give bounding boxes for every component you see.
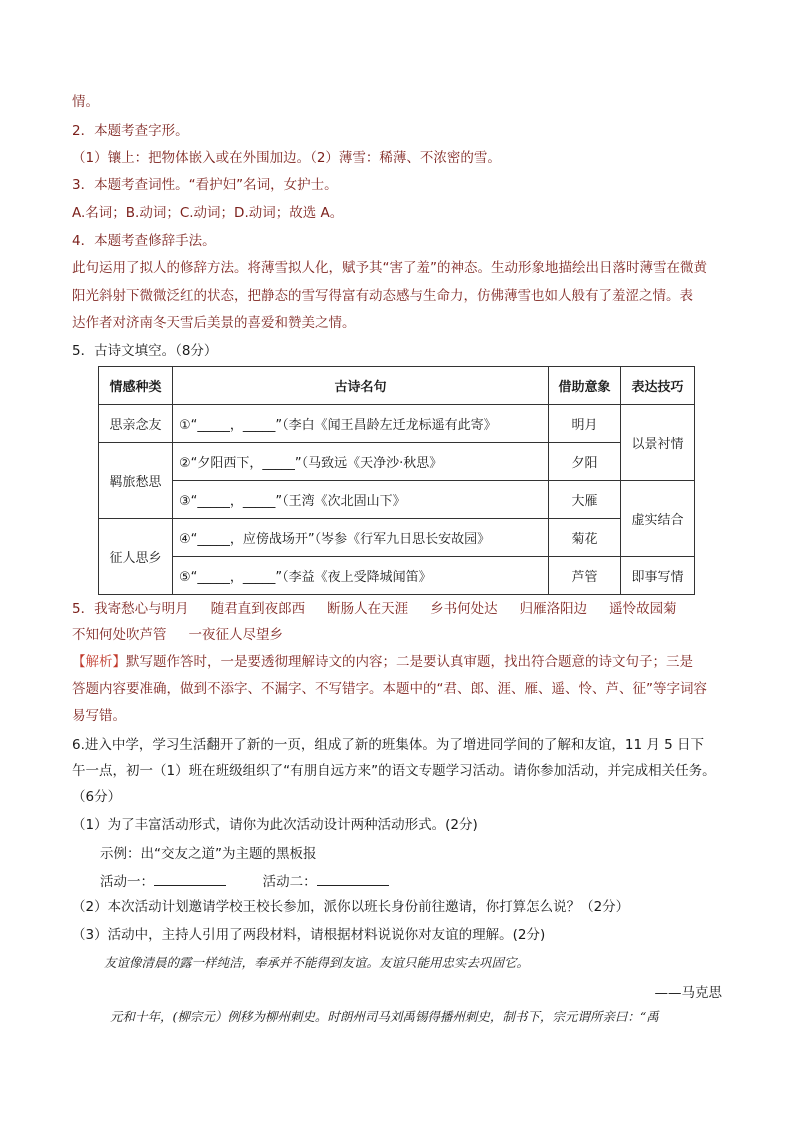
quote-author: ——马克思 [654,985,722,1001]
table-row [99,519,695,557]
analysis-line: 答题内容要准确，做到不添字、不漏字、不写错字。本题中的“君、郎、涯、雁、遥、怜、芦、征”等字词容 [72,681,707,697]
question-text: 午一点，初一（1）班在班级组织了“有朋自远方来”的语文专题学习活动。请你参加活动，并完成相关任务。 [72,763,716,779]
analysis-line: 易写错。 [72,708,126,724]
sub-question: （2）本次活动计划邀请学校王校长参加，派你以班长身份前往邀请，你打算怎么说？（2分） [72,899,630,915]
table-row [99,405,695,443]
answer-item: 断肠人在天涯 [327,601,409,617]
text-line: 情。 [72,94,99,110]
analysis-tag: 【解析】 [72,654,126,670]
answer-item: 归雁洛阳边 [519,601,588,617]
table-header: 借助意象 [549,367,621,405]
example-text: 示例：出“交友之道”为主题的黑板报 [100,846,317,862]
text-line: 4．本题考查修辞手法。 [72,233,216,249]
activity-two-blank[interactable] [317,871,389,886]
sub-question: （1）为了丰富活动形式，请你为此次活动设计两种活动形式。(2分) [72,817,478,833]
quote-text: 元和十年，(柳宗元）例移为柳州刺史。时朗州司马刘禹锡得播州刺史，制书下，宗元谓所亲曰：“禹 [110,1009,659,1024]
answer-item: 不知何处吹芦管 [72,627,167,643]
activity-label: 活动一： [100,874,154,890]
question-text: 6.进入中学，学习生活翻开了新的一页，组成了新的班集体。为了增进同学间的了解和友谊，11 月 5 日下 [72,737,705,753]
category-cell: 思亲念友 [99,405,173,443]
answer-item: 随君直到夜郎西 [210,601,306,617]
answer-item: 遥怜故园菊 [609,601,677,617]
verse-cell: ③“_____，_____”（王湾《次北固山下》 [173,481,549,519]
answer-item: 一夜征人尽望乡 [188,627,283,643]
category-cell: 征人思乡 [99,519,173,595]
table-row [99,443,695,481]
technique-cell: 以景衬情 [621,405,695,481]
verse-cell: ①“_____，_____”（李白《闻王昌龄左迁龙标遥有此寄》 [173,405,549,443]
image-cell: 明月 [549,405,621,443]
activity-line [100,871,389,892]
quote-text: 友谊像清晨的露一样纯洁，奉承并不能得到友谊。友谊只能用忠实去巩固它。 [104,955,530,970]
category-cell: 羁旅愁思 [99,443,173,519]
verse-cell: ④“_____，应傍战场开”（岑参《行军九日思长安故园》 [173,519,549,557]
activity-one-blank[interactable] [154,871,226,886]
table-row [99,557,695,595]
table-header: 表达技巧 [621,367,695,405]
answer-line [72,596,699,622]
answer-block [72,596,699,648]
text-line: （1）镶上：把物体嵌入或在外围加边。（2）薄雪：稀薄、不浓密的雪。 [72,150,501,166]
text-line: 阳光斜射下微微泛红的状态，把静态的雪写得富有动态感与生命力，仿佛薄雪也如人般有了羞涩之情。表 [72,288,693,304]
text-line: 3．本题考查词性。“看护妇”名词，女护士。 [72,177,338,193]
verse-cell: ②“夕阳西下，_____”（马致远《天净沙·秋思》 [173,443,549,481]
table-header-row [99,367,695,405]
analysis-text: 默写题作答时，一是要透彻理解诗文的内容；二是要认真审题，找出符合题意的诗文句子；三是 [126,654,693,670]
answer-item: 乡书何处达 [430,601,498,617]
text-line: 此句运用了拟人的修辞方法。将薄雪拟人化，赋予其“害了羞”的神态。生动形象地描绘出日落时薄雪在微黄 [72,260,707,276]
activity-label: 活动二： [262,874,317,890]
technique-cell: 即事写情 [621,557,695,595]
question-text: （6分） [72,789,122,805]
answer-item: 5．我寄愁心与明月 [72,601,189,617]
image-cell: 大雁 [549,481,621,519]
table-header: 古诗名句 [173,367,549,405]
poem-table [98,366,695,595]
text-line: 2．本题考查字形。 [72,123,189,139]
question-heading: 5．古诗文填空。（8分） [72,343,218,359]
table-row [99,481,695,519]
table-header: 情感种类 [99,367,173,405]
image-cell: 夕阳 [549,443,621,481]
text-line: 达作者对济南冬天雪后美景的喜爱和赞美之情。 [72,315,356,331]
text-line: A.名词；B.动词；C.动词；D.动词；故选 A。 [72,205,344,221]
verse-cell: ⑤“_____，_____”（李益《夜上受降城闻笛》 [173,557,549,595]
technique-cell: 虚实结合 [621,481,695,557]
image-cell: 芦管 [549,557,621,595]
sub-question: （3）活动中，主持人引用了两段材料，请根据材料说说你对友谊的理解。(2分) [72,927,546,943]
image-cell: 菊花 [549,519,621,557]
answer-line [72,622,699,648]
analysis-line [72,652,693,672]
